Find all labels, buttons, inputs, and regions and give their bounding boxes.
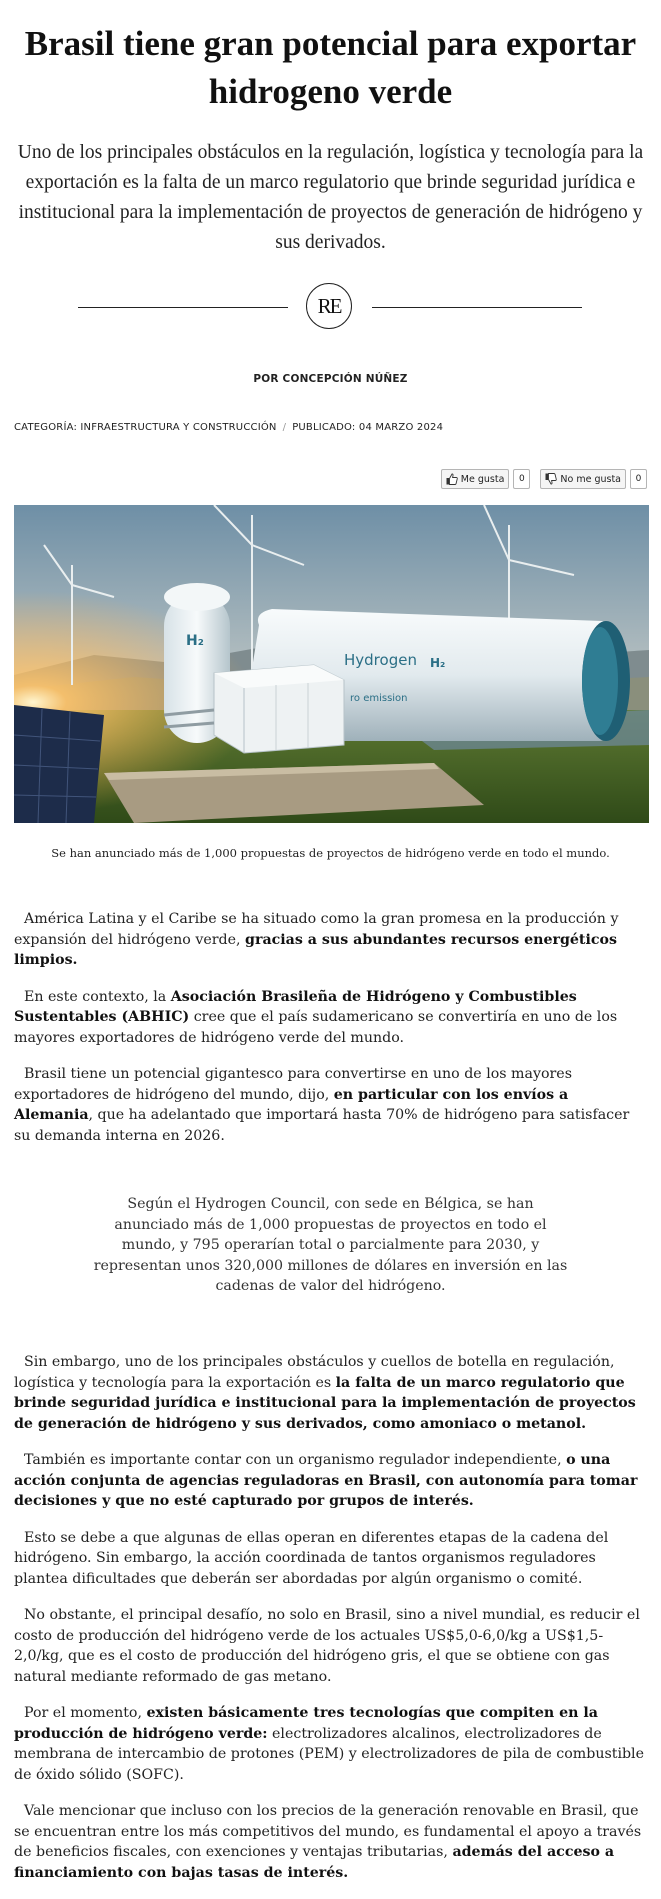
vote-bar: [441, 469, 647, 489]
article-subtitle: Uno de los principales obstáculos en la regulación, logística y tecnología para la exportación es la falta de un marco regulatorio que brinde seguridad jurídica e institucional para la implementación de proyectos de generación de hidrógeno y sus derivados.: [17, 142, 644, 253]
byline: POR CONCEPCIÓN NÚÑEZ: [253, 373, 408, 385]
article-meta: [14, 422, 443, 433]
paragraph-2: En este contexto, la Asociación Brasileña de Hidrógeno y Combustibles Sustentables (ABHIC) cree que el país sudamericano se convertiría en uno de los mayores exportadores de hidrógeno verde del mundo.: [14, 988, 618, 1046]
hero-image: [14, 505, 649, 823]
dislike-label: No me gusta: [560, 473, 621, 485]
article-body-continued: [14, 1352, 647, 1899]
paragraph-5: También es importante contar con un organismo regulador independiente, o una acción conjunta de agencias reguladoras en Brasil, con autonomía para tomar decisiones y que no esté capturado por grupos de interés.: [14, 1452, 638, 1509]
paragraph-9: Vale mencionar que incluso con los precios de la generación renovable en Brasil, que se encuentran entre los más competitivos del mundo, es fundamental el apoyo a través de beneficios fiscales, con exenciones y ventajas tributarias, además del acceso a financiamiento con bajas tasas de interés.: [14, 1803, 642, 1881]
paragraph-6: Esto se debe a que algunas de ellas operan en diferentes etapas de la cadena del hidrógeno. Sin embargo, la acción coordinada de tantos organismos reguladores plantea dificultades que deberán ser abordadas por algún organismo o comité.: [14, 1529, 609, 1587]
category-link[interactable]: CATEGORÍA: INFRAESTRUCTURA Y CONSTRUCCIÓN: [14, 422, 277, 433]
dislike-button[interactable]: [540, 469, 626, 489]
site-logo[interactable]: RE: [306, 283, 352, 329]
paragraph-7: No obstante, el principal desafío, no solo en Brasil, sino a nivel mundial, es reducir el costo de producción del hidrógeno verde de los actuales US$5,0-6,0/kg a US$1,5-2,0/kg, que es el costo de producción del hidrógeno gris, el que se obtiene con gas natural mediante reformado de gas metano.: [14, 1607, 640, 1685]
divider-left: [78, 307, 288, 308]
thumbs-down-icon: [545, 473, 557, 485]
pull-quote: Según el Hydrogen Council, con sede en Bélgica, se han anunciado más de 1,000 propuestas de proyectos en todo el mundo, y 795 operarían total o parcialmente para 2030, y representan unos 320,000 millones de dólares en inversión en las cadenas de valor del hidrógeno.: [93, 1196, 568, 1294]
like-button[interactable]: [441, 469, 510, 489]
paragraph-3: Brasil tiene un potencial gigantesco para convertirse en uno de los mayores exportadores de hidrógeno del mundo, dijo, en particular con los envíos a Alemania, que ha adelantado que importará hasta 70% de hidrógeno para satisfacer su demanda interna en 2026.: [14, 1066, 630, 1144]
dislike-count: 0: [630, 469, 647, 489]
paragraph-4: Sin embargo, uno de los principales obstáculos y cuellos de botella en regulación, logística y tecnología para la exportación es la falta de un marco regulatorio que brinde seguridad jurídica e institucional para la implementación de proyectos de generación de hidrógeno y sus derivados, como amoniaco o metanol.: [14, 1354, 636, 1432]
image-h2-left-label: H₂: [186, 633, 204, 649]
image-caption: Se han anunciado más de 1,000 propuestas de proyectos de hidrógeno verde en todo el mundo.: [51, 846, 610, 860]
image-h2-label: H₂: [430, 656, 446, 670]
article-title: Brasil tiene gran potencial para exportar hidrogeno verde: [24, 24, 637, 111]
like-label: Me gusta: [460, 473, 505, 485]
paragraph-1: América Latina y el Caribe se ha situado como la gran promesa en la producción y expansión del hidrógeno verde, gracias a sus abundantes recursos energéticos limpios.: [14, 911, 619, 968]
publish-date: PUBLICADO: 04 MARZO 2024: [292, 422, 444, 433]
meta-separator: /: [282, 422, 287, 433]
hydrogen-plant-illustration: [14, 505, 649, 823]
divider-right: [372, 307, 582, 308]
image-emission-label: ro emission: [350, 693, 408, 704]
thumbs-up-icon: [446, 473, 458, 485]
article-body: [14, 909, 647, 1162]
image-hydrogen-label: Hydrogen: [344, 651, 417, 669]
like-count: 0: [513, 469, 530, 489]
paragraph-8: Por el momento, existen básicamente tres tecnologías que compiten en la producción de hidrógeno verde: electrolizadores alcalinos, electrolizadores de membrana de intercambio de protones (PEM) y electrolizadores de pila de combustible de óxido sólido (SOFC).: [14, 1705, 644, 1783]
